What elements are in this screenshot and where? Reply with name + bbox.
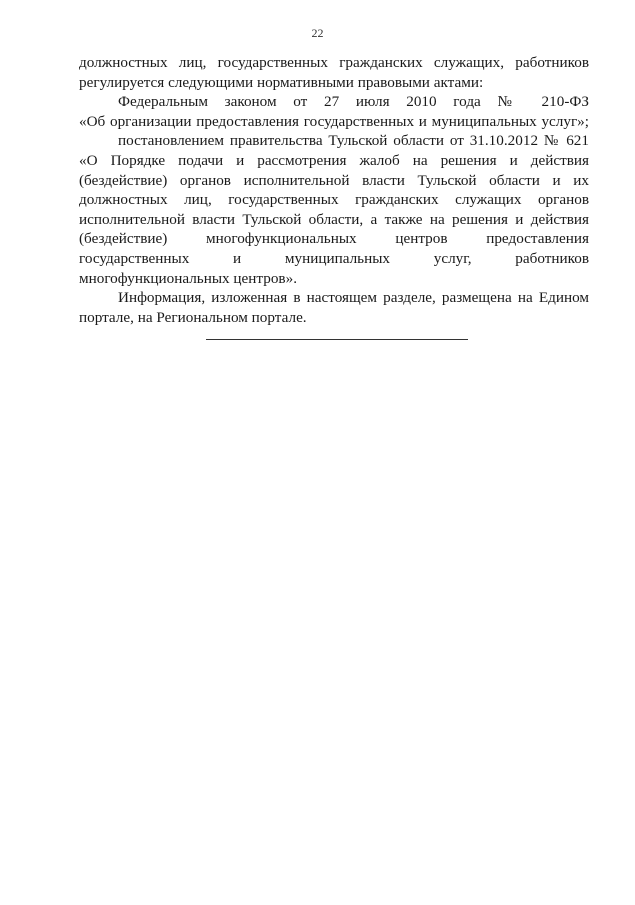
- text-line: должностных лиц, государственных гражданских служащих, работников: [79, 54, 589, 71]
- paragraph-information: [79, 288, 589, 327]
- text-line: «Об организации предоставления государственных и муниципальных услуг»;: [79, 112, 589, 130]
- text-line: исполнительной власти Тульской области, а также на решения и действия: [79, 210, 589, 228]
- text-line: Информация, изложенная в настоящем разделе, размещена на Едином: [118, 289, 589, 307]
- text-line: (бездействие) органов исполнительной власти Тульской области и их: [79, 171, 589, 189]
- text-line: постановлением правительства Тульской области от 31.10.2012 № 621: [118, 132, 589, 150]
- section-separator-line: [206, 339, 468, 340]
- paragraph-resolution: [79, 131, 589, 288]
- paragraph-federal-law: [79, 92, 589, 131]
- text-line: «О Порядке подачи и рассмотрения жалоб на решения и действия: [79, 151, 589, 169]
- text-line: (бездействие) многофункциональных центров предоставления: [79, 230, 589, 248]
- text-line: государственных и муниципальных услуг, работников: [79, 249, 589, 267]
- document-body: [79, 53, 589, 327]
- text-line: регулируется следующими нормативными правовыми актами:: [79, 73, 484, 91]
- text-line: портале, на Региональном портале.: [79, 308, 307, 326]
- text-line: Федеральным законом от 27 июля 2010 года № 210-ФЗ: [118, 93, 589, 111]
- text-line: должностных лиц, государственных гражданских служащих органов: [79, 191, 589, 209]
- page-number: 22: [311, 26, 324, 40]
- paragraph-intro: [79, 53, 589, 92]
- text-line: многофункциональных центров».: [79, 269, 297, 287]
